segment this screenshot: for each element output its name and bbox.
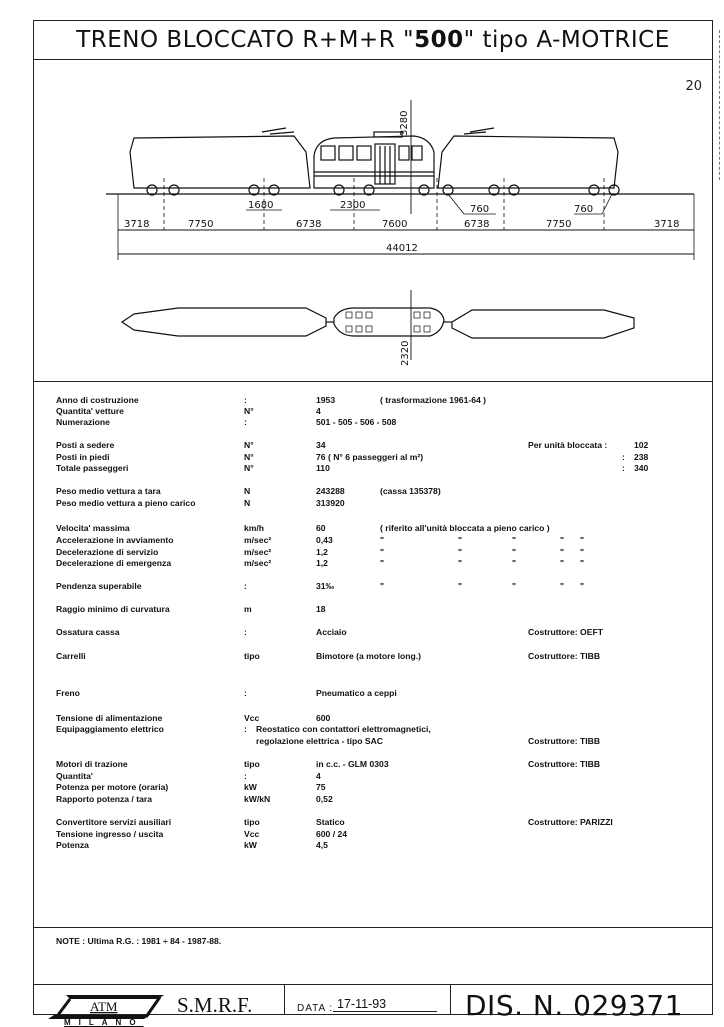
department-name: S.M.R.F. — [177, 993, 253, 1017]
spec-unit: N° — [244, 463, 254, 473]
title-block — [34, 21, 712, 60]
spec-label: Peso medio vettura a tara — [56, 486, 161, 496]
spec-value: 243288 — [316, 486, 345, 496]
spec-unit-total-value: 102 — [634, 440, 649, 450]
spec-label: Potenza per motore (oraria) — [56, 782, 169, 792]
motor-car — [314, 132, 434, 188]
spec-value: 600 / 24 — [316, 829, 348, 839]
spec-label: Pendenza superabile — [56, 581, 142, 591]
spec-row — [34, 603, 712, 615]
ditto-mark: " — [458, 558, 463, 568]
drawing-number: DIS. N. 029371 — [465, 989, 684, 1022]
dim-wheel-1: 760 — [470, 204, 490, 215]
right-trailer-car — [438, 128, 618, 188]
spec-unit: Vcc — [244, 713, 260, 723]
notes-section — [34, 927, 712, 985]
spec-label: Tensione di alimentazione — [56, 713, 163, 723]
spec-row — [34, 534, 712, 546]
ditto-mark: " — [380, 581, 385, 591]
spec-label: Rapporto potenza / tara — [56, 794, 152, 804]
ditto-mark: " — [512, 558, 517, 568]
ditto-mark: " — [458, 581, 463, 591]
logo-city: MILANO — [64, 1018, 144, 1027]
spec-builder: Costruttore: OEFT — [528, 627, 603, 637]
spec-label: Numerazione — [56, 417, 110, 427]
logo-cell — [34, 985, 285, 1027]
spec-value: 18 — [316, 604, 326, 614]
date-value: 17-11-93 — [333, 997, 437, 1012]
spec-label: Anno di costruzione — [56, 395, 139, 405]
spec-unit: : — [244, 771, 247, 781]
spec-value: Reostatico con contattori elettromagnetici, — [256, 724, 431, 734]
ditto-mark: " — [580, 558, 585, 568]
spec-unit-total-label: : — [622, 463, 625, 473]
ditto-mark: " — [512, 581, 517, 591]
spec-label: Quantita' — [56, 771, 93, 781]
spec-value: regolazione elettrica - tipo SAC — [256, 736, 384, 746]
ditto-mark: " — [580, 535, 585, 545]
spec-value: 4 — [316, 771, 321, 781]
plan-view — [122, 290, 634, 360]
spec-label: Posti in piedi — [56, 452, 110, 462]
spec-value: 1,2 — [316, 547, 328, 557]
spec-value: 501 - 505 - 506 - 508 — [316, 417, 397, 427]
spec-unit: N — [244, 486, 251, 496]
spec-unit: N° — [244, 440, 254, 450]
title-part-2: " tipo A-MOTRICE — [463, 27, 670, 53]
ditto-mark: " — [380, 558, 385, 568]
spec-unit: m — [244, 604, 252, 614]
spec-unit: kW — [244, 840, 257, 850]
spec-row — [34, 439, 712, 451]
spec-value: 1,2 — [316, 558, 328, 568]
spec-value: 34 — [316, 440, 326, 450]
technical-drawing — [34, 60, 712, 380]
spec-value: 4 — [316, 406, 321, 416]
ditto-mark: " — [458, 535, 463, 545]
spec-label: Carrelli — [56, 651, 86, 661]
spec-value: Acciaio — [316, 627, 347, 637]
spec-row — [34, 816, 712, 828]
spec-unit: Vcc — [244, 829, 260, 839]
spec-row — [34, 557, 712, 569]
spec-row — [34, 839, 712, 851]
spec-unit: : — [244, 417, 247, 427]
ditto-mark: " — [560, 581, 565, 591]
spec-label: Convertitore servizi ausiliari — [56, 817, 172, 827]
dim-plan-width: 2320 — [400, 340, 411, 366]
drawing-number-cell — [451, 985, 712, 1022]
spec-unit: : — [244, 581, 247, 591]
spec-label: Equipaggiamento elettrico — [56, 724, 164, 734]
spec-row — [34, 485, 712, 497]
spec-unit: m/sec² — [244, 558, 272, 568]
spec-row — [34, 626, 712, 638]
title-model: 500 — [414, 27, 464, 53]
spec-value: 1953 — [316, 395, 336, 405]
spec-row — [34, 723, 712, 735]
dim-segment-6: 7750 — [546, 219, 572, 230]
spec-note: ( trasformazione 1961-64 ) — [380, 395, 487, 405]
dim-segment-3: 6738 — [296, 219, 322, 230]
spec-label: Peso medio vettura a pieno carico — [56, 498, 196, 508]
spec-label: Potenza — [56, 840, 89, 850]
dim-segment-4: 7600 — [382, 219, 408, 230]
spec-unit: tipo — [244, 759, 260, 769]
dim-height: 3280 — [399, 110, 410, 136]
specifications-table — [34, 381, 712, 928]
spec-builder: Costruttore: PARIZZI — [528, 817, 613, 827]
drawing-sheet — [33, 20, 713, 1027]
page-title — [76, 27, 670, 53]
dim-wheelbase-motor: 2300 — [340, 200, 366, 211]
spec-label: Decelerazione di servizio — [56, 547, 159, 557]
spec-label: Accelerazione in avviamento — [56, 535, 174, 545]
spec-row — [34, 522, 712, 534]
dim-wheel-2: 760 — [574, 204, 594, 215]
page-number: 20 — [685, 79, 702, 94]
spec-unit: : — [244, 395, 247, 405]
spec-row — [34, 687, 712, 699]
spec-value: 313920 — [316, 498, 345, 508]
ditto-mark: " — [560, 535, 565, 545]
ditto-mark: " — [512, 547, 517, 557]
dim-segment-2: 7750 — [188, 219, 214, 230]
svg-text:ATM: ATM — [90, 999, 118, 1014]
spec-label: Posti a sedere — [56, 440, 115, 450]
spec-value: in c.c. - GLM 0303 — [316, 759, 389, 769]
spec-label: Decelerazione di emergenza — [56, 558, 172, 568]
spec-unit: m/sec² — [244, 535, 272, 545]
spec-row — [34, 735, 712, 747]
spec-label: Quantita' vetture — [56, 406, 124, 416]
spec-unit: tipo — [244, 817, 260, 827]
spec-label: Ossatura cassa — [56, 627, 120, 637]
ditto-mark: " — [380, 535, 385, 545]
dim-segment-5: 6738 — [464, 219, 490, 230]
spec-value: 110 — [316, 463, 330, 473]
spec-label: Tensione ingresso / uscita — [56, 829, 164, 839]
spec-unit: m/sec² — [244, 547, 272, 557]
spec-unit-total-label: : — [622, 452, 625, 462]
title-block-footer — [34, 985, 712, 1027]
spec-value: 75 — [316, 782, 326, 792]
spec-value: Statico — [316, 817, 345, 827]
spec-row — [34, 497, 712, 509]
spec-label: Motori di trazione — [56, 759, 128, 769]
spec-unit: N° — [244, 452, 254, 462]
ditto-mark: " — [380, 547, 385, 557]
spec-unit: : — [244, 688, 247, 698]
spec-row — [34, 793, 712, 805]
spec-value: 0,52 — [316, 794, 333, 804]
spec-row — [34, 758, 712, 770]
dim-segment-1: 3718 — [124, 219, 150, 230]
spec-unit: kW/kN — [244, 794, 271, 804]
spec-label: Velocita' massima — [56, 523, 130, 533]
spec-unit: N — [244, 498, 251, 508]
spec-label: Freno — [56, 688, 80, 698]
spec-unit-total-value: 340 — [634, 463, 649, 473]
spec-row — [34, 416, 712, 428]
ditto-mark: " — [560, 547, 565, 557]
spec-value: 600 — [316, 713, 331, 723]
left-trailer-car — [130, 128, 310, 188]
ditto-mark: " — [580, 581, 585, 591]
spec-unit: kW — [244, 782, 257, 792]
spec-builder: Costruttore: TIBB — [528, 736, 601, 746]
spec-unit: : — [244, 724, 247, 734]
spec-row — [34, 462, 712, 474]
date-label: DATA : — [297, 1003, 334, 1014]
title-part-1: TRENO BLOCCATO R+M+R " — [76, 27, 415, 53]
spec-label: Raggio minimo di curvatura — [56, 604, 170, 614]
dim-wheelbase-trailer: 1680 — [248, 200, 274, 211]
spec-label: Totale passeggeri — [56, 463, 129, 473]
spec-value: Pneumatico a ceppi — [316, 688, 397, 698]
spec-unit: km/h — [244, 523, 265, 533]
dim-segment-7: 3718 — [654, 219, 680, 230]
notes-text: NOTE : Ultima R.G. : 1981 ÷ 84 - 1987-88. — [56, 936, 222, 946]
date-cell — [285, 985, 451, 1014]
spec-note: ( riferito all'unità bloccata a pieno carico ) — [380, 523, 550, 533]
spec-unit: N° — [244, 406, 254, 416]
ditto-mark: " — [512, 535, 517, 545]
spec-row — [34, 781, 712, 793]
spec-row — [34, 650, 712, 662]
spec-builder: Costruttore: TIBB — [528, 759, 601, 769]
ditto-mark: " — [560, 558, 565, 568]
spec-unit-total-value: 238 — [634, 452, 649, 462]
spec-unit: tipo — [244, 651, 260, 661]
spec-value: 4,5 — [316, 840, 328, 850]
spec-value: 31‰ — [316, 581, 335, 591]
spec-row — [34, 580, 712, 592]
page-edge-mark — [718, 30, 720, 180]
spec-unit-total-label: Per unità bloccata : — [528, 440, 608, 450]
ditto-mark: " — [580, 547, 585, 557]
spec-value: 60 — [316, 523, 326, 533]
spec-value: 0,43 — [316, 535, 333, 545]
spec-builder: Costruttore: TIBB — [528, 651, 601, 661]
spec-note: (cassa 135378) — [380, 486, 441, 496]
spec-unit: : — [244, 627, 247, 637]
spec-value: 76 ( N° 6 passeggeri al m²) — [316, 452, 424, 462]
dim-overall-length: 44012 — [386, 243, 418, 254]
spec-value: Bimotore (a motore long.) — [316, 651, 422, 661]
ditto-mark: " — [458, 547, 463, 557]
